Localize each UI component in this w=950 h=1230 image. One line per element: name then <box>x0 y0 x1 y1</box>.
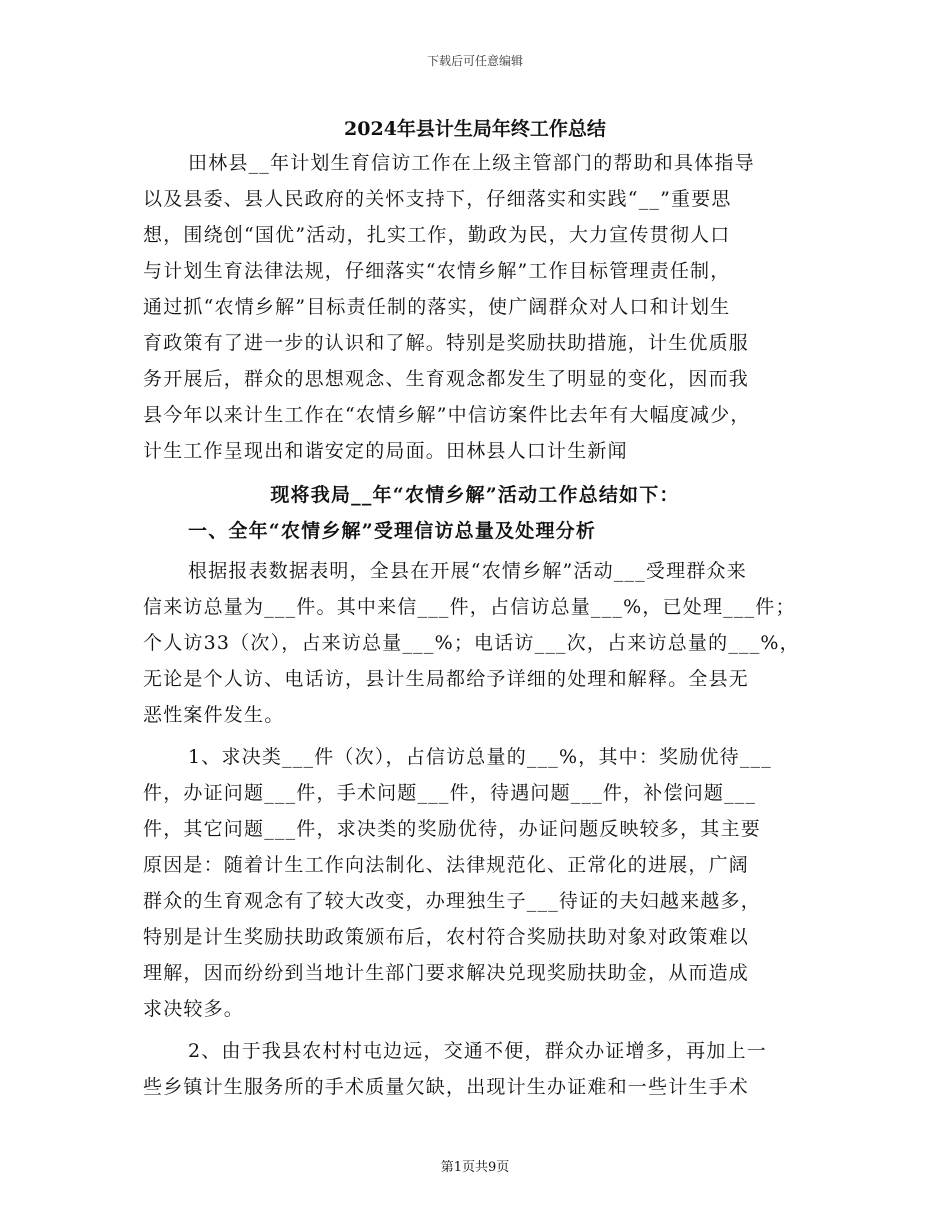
body-line: 求决较多。 <box>143 998 245 1020</box>
body-line: 无论是个人访、电话访，县计生局都给予详细的处理和解释。全县无 <box>143 668 750 690</box>
body-line: 2、由于我县农村村屯边远，交通不便，群众办证增多，再加上一 <box>188 1040 767 1062</box>
body-line: 恶性案件发生。 <box>143 704 285 726</box>
body-line: 育政策有了进一步的认识和了解。特别是奖励扶助措施，计生优质服 <box>143 332 750 354</box>
body-line: 特别是计生奖励扶助政策颁布后，农村符合奖励扶助对象对政策难以 <box>143 926 750 948</box>
body-line: 通过抓“农情乡解”目标责任制的落实，使广阔群众对人口和计划生 <box>143 296 731 318</box>
page-header-note: 下载后可任意编辑 <box>426 54 523 68</box>
body-line: 理解，因而纷纷到当地计生部门要求解决兑现奖励扶助金，从而造成 <box>143 962 750 984</box>
section-one-heading: 一、全年“农情乡解”受理信访总量及处理分析 <box>188 520 597 542</box>
document-title: 2024年县计生局年终工作总结 <box>344 118 606 140</box>
body-line: 与计划生育法律法规，仔细落实“农情乡解”工作目标管理责任制， <box>143 260 731 282</box>
body-line: 件，办证问题___件，手术问题___件，待遇问题___件，补偿问题___ <box>143 782 757 804</box>
body-line: 原因是：随着计生工作向法制化、法律规范化、正常化的进展，广阔 <box>143 854 750 876</box>
body-line: 些乡镇计生服务所的手术质量欠缺，出现计生办证难和一些计生手术 <box>143 1076 750 1098</box>
body-line: 以及县委、县人民政府的关怀支持下，仔细落实和实践“__”重要思 <box>143 188 732 210</box>
body-line: 群众的生育观念有了较大改变，办理独生子___待证的夫妇越来越多， <box>143 890 761 912</box>
body-line: 根据报表数据表明，全县在开展“农情乡解”活动___受理群众来 <box>188 560 747 582</box>
body-line: 计生工作呈现出和谐安定的局面。田林县人口计生新闻 <box>143 440 628 462</box>
body-line: 个人访33（次），占来访总量___%；电话访___次，占来访总量的___%， <box>143 632 800 654</box>
body-line: 务开展后，群众的思想观念、生育观念都发生了明显的变化，因而我 <box>143 368 750 390</box>
body-line: 件，其它问题___件，求决类的奖励优待，办证问题反映较多，其主要 <box>143 818 761 840</box>
section-intro-heading: 现将我局__年“农情乡解”活动工作总结如下： <box>270 484 680 506</box>
page-footer-number: 第1页共9页 <box>440 1160 510 1175</box>
body-line: 1、求决类___件（次），占信访总量的___%，其中：奖励优待___ <box>188 746 772 768</box>
body-line: 县今年以来计生工作在“农情乡解”中信访案件比去年有大幅度减少， <box>143 404 751 426</box>
body-line: 田林县__年计划生育信访工作在上级主管部门的帮助和具体指导 <box>188 152 755 174</box>
body-line: 信来访总量为___件。其中来信___件，占信访总量___%，已处理___件； <box>143 596 796 618</box>
body-line: 想，围绕创“国优”活动，扎实工作，勤政为民，大力宣传贯彻人口 <box>143 224 731 246</box>
